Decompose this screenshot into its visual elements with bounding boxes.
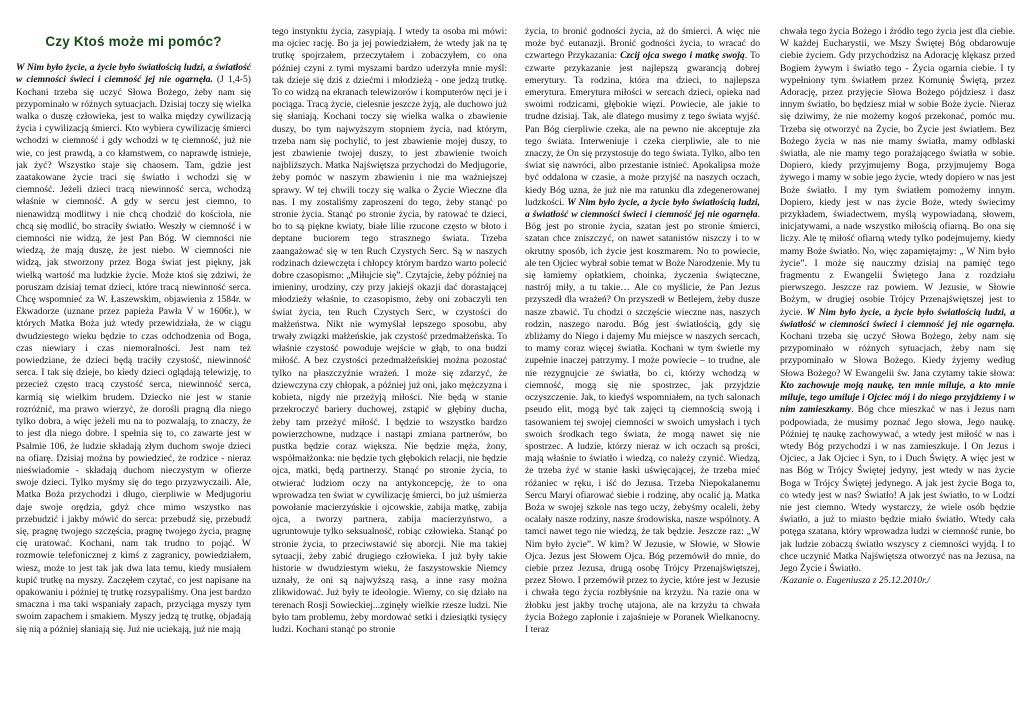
body-text: . Bóg jest po stronie życia, szatan jest po stronie śmierci, szatan chce zniszczyć, on nawet satanistów niszczy i to w okrutny sposób, ich życie jest koszmarem. No to powiecie, ale ten Ojciec wybrał sobie temat w Boże Narodzenie. My tu się łamiemy opłatkiem, choinka, życzenia świąteczne, nastrój miły, a tu takie… Ale co myślicie, że Pan Jezus przyszedł dla wrażeń? On przyszedł w Betlejem, żeby dusze nasze zbawić. Tu chodzi o szczęście wieczne nas, naszych rodzin, naszego narodu. Bóg jest światłością, gdy się zbliżamy do Niego i dajemy Mu miejsce w naszych sercach, to mamy coraz więcej światła. Kochani w tym świetle my zupełnie inaczej patrzymy. I może powiecie – to trudne, ale nie rezygnujcie ze światła, bo ci, którzy wchodzą w ciemność, mogą się nie spostrzec, jak przyjdzie oczyszczenie. Jak, to kiedyś wspomniałem, na tych salonach pseudo elit, mogą być tak zajęci tą ciemnością swoją i tasowaniem tej swojej ciemności w swoich umysłach i tych swoich środkach tego świata, że mogą nawet się nie spostrzec. A ludzie, którzy nieraz w ich oczach są prości, mają właśnie to światło i wiedzą, co należy czynić. Wiedzą, że trzeba żyć w stanie łaski uświęcającej, że trzeba mieć różaniec w ręku, i iść do Jezusa. Trzeba Niepokalanemu Sercu Maryi ofiarować siebie i rodzinę, aby ocalić ją. Matka Boża w swojej szkole nas tego uczy, żebyśmy ocaleli, żeby ocalały nasze rodziny, nasze środowiska, nasze wspólnoty. A tamci nawet tego nie wiedzą, że tak będzie. Jeszcze raz: „W Nim było życie”. W kim? W Jezusie, w Słowie, w Słowie Ojca. Jezus jest Słowem Ojca. Bóg przemówił do mnie, do ciebie przez Jezusa, drugą osobę Trójcy Przenajświętszej, przez Słowo. I przemówił przez to życie, które jest w Jezusie i chwała tego życia rozbłyśnie na krzyżu. Na razie ona w żłobku jest jakby trochę utajona, ale na krzyżu ta chwała życia Bożego zapłonie i zajaśnieje w Poranek Wielkanocny. I teraz (525, 209, 760, 635)
emphasis-quote: W Nim było życie, a życie było światłością ludzi, a światłość w ciemności świeci i ciemność jej nie ogarnęła (525, 196, 760, 221)
column-4 (780, 26, 1015, 716)
body-text: (J 1,4-5) Kochani trzeba się uczyć Słowa Bożego, żeby nam się przypominało w różnych sytuacjach. Dzisiaj toczy się wielka walka o duszę człowieka, jest to walka między cywilizacją życia i cywilizacją śmierci. Kto wybiera cywilizację śmierci wchodzi w ciemność i gdy wchodzi w tę ciemność, już nie wie, co jest prawdą, a co kłamstwem, co naprawdę istnieje, jak żyć? Wszystko staje się chaosem. Tam, gdzie jest zaatakowane życie traci się światło i wchodzi się w ciemność. Jeżeli dzieci tracą niewinność serca, wchodzą właśnie w ciemność. A gdy w sercu jest ciemno, to nienawidzą modlitwy i nie chcą chodzić do kościoła, nie chcą się modlić, bo straciły światło. Weszły w ciemność i w ciemności nie widzą, że jest Pan Bóg. W ciemności nie wiedzą, że mają duszę, że jest niebo. W ciemności nie widzą, jak stworzony przez Boga świat jest piękny, jak wielką wartość ma ludzkie życie. Może ktoś się zdziwi, że poruszam dzisiaj temat dzieci, które tracą niewinność serca. Chcę wspomnieć za W. Łaszewskim, objawienia z 1584r. w Ekwadorze (uznane przez papieża Pawła V w 1606r.), w których Matka Boża już wtedy przewidziała, że w ciągu dwudziestego wieku będzie to czas odchodzenia od Boga, czas niewiary i czas niemoralności. Jest nam też powiedziane, że dzieci będą traciły czystość, niewinność serca. I tak się dzieje, bo kiedy dzieci oglądają telewizję, to przecież często tracą czystość serca, niewinność serca, karmią się wielkim brudem. Dziecko nie jest w stanie rozróżnić, ma prawo wierzyć, że dorośli pragną dla niego tylko dobra, a więc jeżeli mu na to pozwalają, to znaczy, że to jest dla niego dobre. I spełnia się to, co zawarte jest w Psalmie 106, że ludzie składają złym duchom swoje dzieci na ofiarę. Dzisiaj można by powiedzieć, że rodzice - nieraz nieświadomie - składają duchom nieczystym w ofierze swoje dzieci. Tylko myśmy się do tego przyzwyczaili. Ale, Matka Boża przychodzi i długo, cierpliwie w Medjugoriu daje swoje orędzia, gdyż chce mimo wszystko nas przebudzić i jakby mówić do serca: przebudź się, przebudź się, pragnę twojego szczęścia, pragnę twojego życia, pragnę cię uratować. Kochani, nam tak trudno to pojąć. W rozmowie telefonicznej z kimś z zagranicy, powiedziałem, wiesz, może to jest tak jak dwa lata temu, kiedy musiałem kupić trutkę na myszy. Zaczęłem czytać, co jest napisane na opakowaniu i później tę trutkę rozsypaliśmy. Ona jest bardzo smaczna i ma taki wspaniały zapach, przyciąga myszy tym swoim zapachem i smakiem. Myszy jedzą tę trutkę, objadają się nią a później słaniają się. Już nie uciekają, już nie mają (16, 74, 251, 635)
column-4-text (780, 26, 1015, 575)
body-text: . To czwarte przykazanie jest najlepszą gwarancją dobrej emerytury. Ta rodzina, która ma dzieci, to najlepsza emerytura. Emerytura miłości w sercach dzieci, opieka nad swoimi rodzicami, głębokie więzi. Powiecie, ale jakie to trudne dzisiaj. Tak, ale dlatego musimy z tego świata wyjść. Pan Bóg cierpliwie czeka, ale na pewno nie akceptuje zła tego świata. Interweniuje i czeka cierpliwie, ale to nie znaczy, że On się przystosuje do tego świata. Tylko, albo ten świat się nawróci, albo przestanie istnieć. Apokalipsa może być oddalona w czasie, a może przyjść na naszych oczach, kiedy Bóg uzna, że już nie ma ratunku dla zdegenerowanej ludzkości. (525, 50, 760, 208)
body-text: chwała tego życia Bożego i źródło tego życia jest dla ciebie. W każdej Eucharystii, we Mszy Świętej Bóg obdarowuje ciebie życiem. Gdy przychodzisz na Adorację klękasz przed Bogiem żywym i światło tego - Życia ogarnia ciebie. I ty wypełniony tym światłem przez Komunię Świętą, przez Adorację, przez przyjęcie Słowa Bożego pójdziesz i dasz innym światło, bo będziesz miał w sobie Boże życie. Nieraz się dziwimy, że nie możemy kogoś przekonać, pomóc mu. Trzeba się otworzyć na Życie, bo Życie jest światłem. Bez Bożego życia w nas nie mamy światła, mamy odblaski światła, ale nie mamy tego porażającego światła w sobie. Dopiero, kiedy przyjmujemy Boga, przyjmujemy Boga żywego i mamy w sobie jego życie, wtedy dopiero w nas jest Boże światło. I my tym światłem pomożemy innym. Dopiero, kiedy jest w nas życie Boże, wtedy świecimy przykładem, świadectwem, myślą wypowiadaną, słowem, inicjatywami, a nade wszystko miłością ofiarną. Bo ona się liczy. Ale tę miłość ofiarną wtedy tylko podejmujemy, kiedy mamy Boże światło. No, więc zapamiętajmy: „ W Nim było życie”. I może się nauczmy dzisiaj na pamięć tego fragmentu z Ewangelii Świętego Jana z rozdziału pierwszego. Jeszcze raz powiem. W Jezusie, w Słowie Bożym, w drugiej osobie Trójcy Przenajświętszej jest to życie. (780, 26, 1015, 318)
body-text: . Bóg chce mieszkać w nas i Jezus nam podpowiada, że musimy poznać Jego słowa, Jego naukę. Później tę naukę zachowywać, a wtedy jest miłość w nas i wtedy Bóg przychodzi i w nas zamieszkuje. I On Jezus i Ojciec, a Jak Ojciec i Syn, to i Duch Święty. A więc jest w nas Bóg w Trójcy Świętej jedyny, jest wtedy w nas życie Boga w Trójcy Świętej jedynego. A jak jest życie Boga to, co wtedy jest w nas? Światło! A jak jest światło, to w Lodzi nie jest ciemno. Wtedy wystarczy, że wiele osób będzie światło, a już to miasto będzie miało światło. Wtedy cała potęga szatana, który wprowadza ludzi w ciemność runie, bo jak ludzie zobaczą światło wszyscy z ciemności wyjdą. I to chce uczynić Matka Najświętsza otworzyć nas na Jezusa, na Jego Życie i Światło. (780, 404, 1015, 574)
emphasis-quote: W Nim było życie, a życie było światłością ludzi, a światłość w ciemności świeci i ciemność jej nie ogarnęła. (780, 306, 1015, 330)
column-2-text (272, 26, 507, 636)
article-title: Czy Ktoś może mi pomóc? (45, 36, 222, 49)
emphasis-quote: Kto zachowuje moją naukę, ten mnie miluje, a kto mnie miluje, tego umiluje i Ojciec mój i do niego przyjdziemy i w nim zamieszkamy (780, 379, 1015, 416)
emphasis-quote: W Nim było życie, a życie było światłością ludzi, a światłość w ciemności świeci i ciemność jej nie ogarnęła. (16, 62, 251, 86)
column-1 (16, 36, 251, 726)
column-3-text (525, 26, 760, 636)
column-2 (272, 26, 507, 716)
body-text: tego instynktu życia, zasypiają. I wtedy ta osoba mi mówi: ma ojciec rację. Bo ja jej powiedziałem, że wtedy jak na tę trutkę spojrzałem, przeczytałem i zobaczyłem, co ona później czyni z tymi myszami bardzo uderzyła mnie myśl: tak dzieje się dziś z dziećmi i młodzieżą - one jedzą trutkę. To co widzą na ekranach telewizorów i komputerów nęci je i pociąga. Tracą życie, cielesnie jeszcze żyją, ale duchowo już się słaniają. Kochani toczy się wielka walka o zbawienie duszy, bo tym najwyższym stopniem życia, nad którym, trzeba nam się pochylić, to jest zbawienie mojej duszy, to jest zbawienie twojej duszy, to jest zbawienie twoich najbliższych. Matka Najświętsza przychodzi do Medjugorie, żeby pomóc w naszym zbawieniu i nie ma ważniejszej sprawy. W tej chwili toczy się walka o Życie Wieczne dla nas. I my zostaliśmy zaproszeni do tego, żeby stanąć po stronie życia. Stanąć po stronie życia, by ratować te dzieci, bo to są piękne kwiaty, białe lilie rzucone często w błoto i deptane buciorem tego strasznego świata. Trzeba zaangażować się w ten Ruch Czystych Serc. Są w naszych rodzinach dziewczęta i chłopcy którym bardzo warto polecić dobre czasopismo: „Miłujcie się”. Czytajcie, żeby później na imieniny, urodziny, czy przy jakiejś okazji dać dorastającej młodzieży właśnie, to czasopismo, żeby oni zobaczyli ten świat życia, ten Ruch Czystych Serc, w czystości do małżeństwa. Nikt nie wymyślał lepszego sposobu, aby trwały związki małżeńskie, jak czystość przedmałżeńska. To właśnie czystość powoduje wejście w głąb, to ona budzi miłość. A bez czystości przedmałżeńskiej można pozostać tylko na płaszczyźnie wrażeń. I może się zdarzyć, że dziewczyna czy chłopak, a później już oni, jako mężczyzna i kobieta, nigdy nie przeżyją miłości. Nie będą w stanie przekroczyć bariery duchowej, zstąpić w głębiny ducha, żeby tam przeżyć miłość. I będzie to wszystko bardzo powierzchowne, nudzące i nastąpi zmiana partnerów, bo pustka będzie coraz większa. Nie będzie męża, żony, współmałżonka: nie będzie tych głębokich relacji, nie będzie ojca, matki, będą partnerzy. Stanąć po stronie życia, to otwierać ludziom oczy na antykoncepcję, że to ona wprowadza ten świat w cywilizację śmierci, bo już uśmierza powołanie macierzyńskie i ojcowskie, zabija matkę, zabija ojca, a tworzy partnera, zabija macierzyństwo, a ugruntowuje tylko seksualność, robiąc człowieka. Stanąć po stronie życia, to przeciwstawić się aborcji. Nie ma takiej sytuacji, żeby zabić drugiego człowieka. I już były takie historie w dwudziestym wieku, że faszystowskie Niemcy uznały, że oni są najwyższą rasą, a inne rasy można zlikwidować. Już były te ideologie. Wiemy, co się działo na terenach Rosji Sowieckiej...zginęły wielkie rzesze ludzi. Nie było tam problemu, żeby mordować setki i dziesiątki tysięcy ludzi. Kochani stanąć po stronie (272, 26, 507, 635)
emphasis-quote: Czcij ojca swego i matkę swoją (620, 50, 745, 62)
column-3 (525, 26, 760, 716)
signature: /Kazanie o. Eugeniusza z 25.12.2010r./ (780, 575, 930, 587)
body-text: Kochani trzeba się uczyć Słowa Bożego, żeby nam się przypominało w różnych sytuacjach, żeby nam się przypominało w Słowa Bożego. Kiedy żyjemy według Słowa Bożego? W Ewangelii św. Jana czytamy takie słowa: (780, 331, 1015, 379)
body-text: życia, to bronić godności życia, aż do śmierci. A więc nie może być eutanazji. Bronić godności życia, to wracać do czwartego Przykazania: (525, 26, 760, 62)
column-1-text (16, 62, 251, 636)
